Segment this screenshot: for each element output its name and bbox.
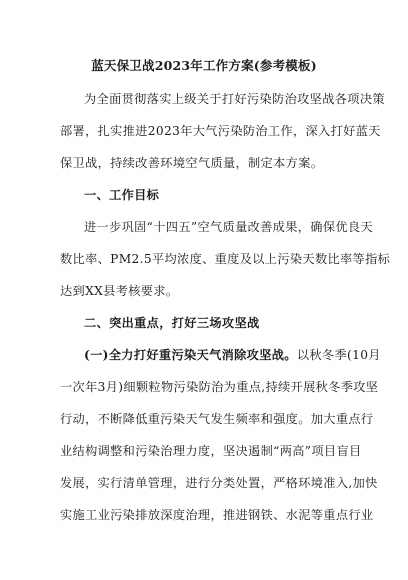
intro-line-1: 为全面贯彻落实上级关于打好污染防治攻坚战各项决策 [84, 92, 385, 106]
section-1-line-1: 进一步巩固“十四五”空气质量改善成果，确保优良天 [84, 220, 373, 234]
subsection-1-first-line [84, 347, 381, 363]
subsection-1-line-4: 业结构调整和污染治理力度，坚决遏制“两高”项目盲目 [60, 444, 362, 458]
intro-line-2: 部署，扎实推进2023年大气污染防治工作，深入打好蓝天 [60, 124, 381, 138]
section-1-heading: 一、工作目标 [84, 188, 160, 202]
subsection-1-lead-rest: 以秋冬季(10月 [296, 348, 381, 362]
subsection-1-line-3: 行动，不断降低重污染天气发生频率和强度。加大重点行 [60, 412, 374, 426]
section-2-heading: 二、突出重点，打好三场攻坚战 [84, 316, 260, 330]
intro-line-3: 保卫战，持续改善环境空气质量，制定本方案。 [60, 156, 324, 170]
section-1-line-3: 达到XX县考核要求。 [60, 284, 179, 298]
subsection-1-line-2: 一次年3月)细颗粒物污染防治为重点,持续开展秋冬季攻坚 [60, 380, 379, 394]
document-title: 蓝天保卫战2023年工作方案(参考模板) [91, 58, 317, 73]
subsection-1-line-5: 发展，实行清单管理，进行分类处置，严格环境准入,加快 [60, 476, 378, 490]
section-1-line-2: 数比率、PM2.5平均浓度、重度及以上污染天数比率等指标 [60, 252, 391, 266]
subsection-1-lead: (一)全力打好重污染天气消除攻坚战。 [84, 348, 297, 362]
subsection-1-line-6: 实施工业污染排放深度治理，推进钢铁、水泥等重点行业 [60, 508, 374, 522]
